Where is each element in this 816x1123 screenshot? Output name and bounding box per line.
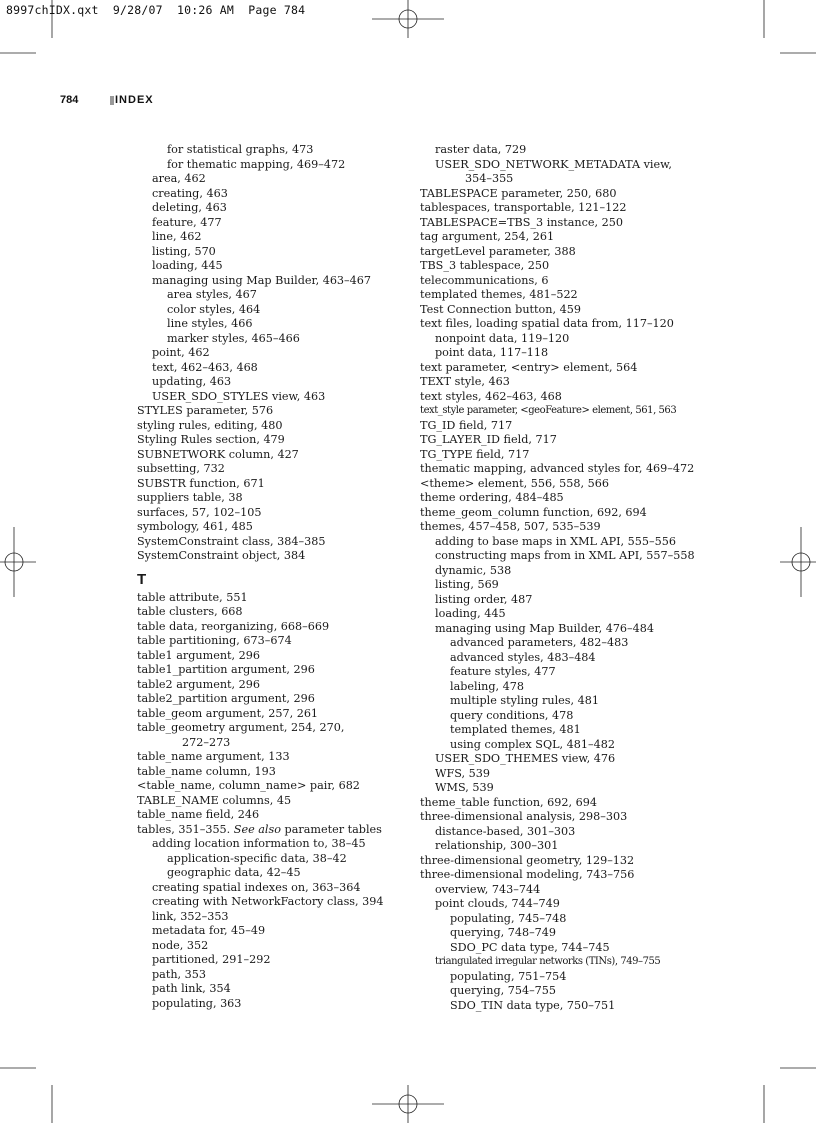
index-entry: using complex SQL, 481–482 [450, 737, 615, 751]
index-entry: subsetting, 732 [137, 462, 225, 475]
index-entry: theme_table function, 692, 694 [420, 795, 597, 809]
index-entry: telecommunications, 6 [420, 273, 549, 287]
index-entry: 354–355 [465, 172, 514, 185]
letter-heading: T [137, 570, 147, 588]
index-entry: point clouds, 744–749 [435, 897, 560, 910]
index-entry: table_name argument, 133 [137, 750, 290, 763]
index-entry: triangulated irregular networks (TINs), 749–755 [435, 956, 661, 967]
printer-slug: 8997chIDX.qxt 9/28/07 10:26 AM Page 784 [6, 3, 306, 17]
index-entry: surfaces, 57, 102–105 [137, 505, 262, 519]
index-entry: theme_geom_column function, 692, 694 [420, 505, 647, 519]
registration-mark-bottom [372, 1085, 444, 1123]
index-entry: styling rules, editing, 480 [137, 418, 283, 432]
index-entry: SDO_TIN data type, 750–751 [450, 998, 616, 1012]
index-entry: symbology, 461, 485 [137, 520, 253, 533]
index-entry: SUBNETWORK column, 427 [137, 447, 299, 461]
index-entry: USER_SDO_STYLES view, 463 [152, 389, 326, 403]
index-entry: area, 462 [152, 172, 206, 185]
index-entry: metadata for, 45–49 [152, 924, 266, 937]
index-entry: link, 352–353 [152, 909, 229, 923]
index-entry: table_geom argument, 257, 261 [137, 706, 319, 720]
index-entry: 272–273 [182, 735, 231, 749]
index-entry: TEXT style, 463 [420, 375, 510, 388]
index-entry: thematic mapping, advanced styles for, 469–472 [420, 462, 695, 475]
index-entry: SUBSTR function, 671 [137, 476, 265, 490]
index-entry: table_name field, 246 [137, 808, 260, 821]
index-entry: line, 462 [152, 230, 202, 243]
index-entry: populating, 751–754 [450, 969, 567, 983]
index-entry: Test Connection button, 459 [420, 302, 581, 316]
index-entry: table1 argument, 296 [137, 648, 260, 662]
index-entry: path, 353 [152, 967, 206, 981]
header-bars-icon [111, 96, 113, 105]
index-entry: TABLESPACE=TBS_3 instance, 250 [420, 215, 623, 229]
index-entry: three-dimensional modeling, 743–756 [420, 868, 635, 881]
index-entry: TABLE_NAME columns, 45 [137, 793, 292, 807]
index-entry: text files, loading spatial data from, 117–120 [420, 317, 674, 330]
index-entry: tables, 351–355. See also parameter tables [137, 822, 382, 836]
index-entry: distance-based, 301–303 [435, 824, 576, 838]
index-entry: point, 462 [152, 346, 210, 359]
index-entry: tag argument, 254, 261 [420, 230, 555, 243]
index-entry: node, 352 [152, 938, 209, 952]
index-entry: point data, 117–118 [435, 346, 549, 359]
index-entry: loading, 445 [152, 259, 223, 272]
index-entry: geographic data, 42–45 [167, 866, 301, 879]
page-number: 784 [60, 94, 79, 106]
index-entry: table attribute, 551 [137, 590, 248, 604]
index-entry: advanced parameters, 482–483 [450, 636, 629, 649]
index-entry: SDO_PC data type, 744–745 [450, 940, 610, 954]
index-entry: STYLES parameter, 576 [137, 404, 274, 417]
index-entry: <table_name, column_name> pair, 682 [137, 779, 360, 792]
index-entry: for thematic mapping, 469–472 [167, 157, 346, 171]
index-entry: creating, 463 [152, 186, 228, 200]
index-entry: creating with NetworkFactory class, 394 [152, 895, 384, 908]
index-entry: theme ordering, 484–485 [420, 491, 564, 504]
registration-mark-top [372, 0, 444, 38]
index-entry: USER_SDO_NETWORK_METADATA view, [435, 157, 672, 171]
index-entry: table data, reorganizing, 668–669 [137, 619, 330, 633]
index-entry: constructing maps from in XML API, 557–558 [435, 549, 695, 562]
index-column-left [137, 143, 382, 1011]
index-entries-t [137, 591, 382, 1012]
index-entry: color styles, 464 [167, 302, 261, 316]
index-entry: Styling Rules section, 479 [137, 433, 285, 446]
index-entry: WFS, 539 [435, 766, 490, 780]
running-header: INDEX [115, 94, 154, 106]
index-entries-t-continued [420, 143, 700, 1013]
index-entry: labeling, 478 [450, 679, 525, 693]
index-entries-s [137, 143, 382, 564]
index-entry: populating, 363 [152, 996, 242, 1010]
index-entry: loading, 445 [435, 607, 506, 620]
index-entry: suppliers table, 38 [137, 491, 243, 504]
index-entry: creating spatial indexes on, 363–364 [152, 880, 361, 894]
index-entry: table partitioning, 673–674 [137, 634, 292, 647]
index-entry: USER_SDO_THEMES view, 476 [435, 752, 616, 765]
index-entry: table_name column, 193 [137, 764, 276, 778]
index-entry: querying, 754–755 [450, 984, 557, 997]
index-entry: dynamic, 538 [435, 563, 512, 577]
index-entry: table_geometry argument, 254, 270, [137, 721, 345, 734]
index-entry: application-specific data, 38–42 [167, 851, 347, 865]
index-entry: overview, 743–744 [435, 882, 541, 896]
index-entry: text styles, 462–463, 468 [420, 389, 562, 403]
index-entry: advanced styles, 483–484 [450, 650, 596, 664]
index-entry: table2 argument, 296 [137, 677, 260, 691]
index-entry: table clusters, 668 [137, 605, 243, 618]
index-entry: for statistical graphs, 473 [167, 143, 314, 156]
index-column-right [420, 143, 700, 1013]
index-entry: WMS, 539 [435, 781, 494, 794]
index-entry: path link, 354 [152, 982, 231, 995]
registration-mark-right [780, 527, 816, 597]
index-entry: adding location information to, 38–45 [152, 837, 366, 850]
index-entry: partitioned, 291–292 [152, 953, 271, 966]
index-entry: TG_LAYER_ID field, 717 [420, 433, 557, 446]
index-entry: three-dimensional analysis, 298–303 [420, 810, 628, 823]
index-entry: text_style parameter, <geoFeature> element, 561, 563 [420, 405, 677, 416]
index-entry: adding to base maps in XML API, 555–556 [435, 534, 676, 548]
index-entry: TBS_3 tablespace, 250 [420, 259, 550, 272]
index-entry: table1_partition argument, 296 [137, 663, 315, 676]
index-entry: feature, 477 [152, 215, 222, 229]
index-entry: area styles, 467 [167, 288, 257, 301]
index-entry: listing order, 487 [435, 592, 533, 606]
index-entry: nonpoint data, 119–120 [435, 331, 570, 345]
index-entry: templated themes, 481 [450, 723, 581, 736]
index-entry: themes, 457–458, 507, 535–539 [420, 520, 601, 533]
index-entry: targetLevel parameter, 388 [420, 244, 576, 258]
index-entry: raster data, 729 [435, 143, 527, 156]
index-entry: feature styles, 477 [450, 665, 556, 678]
registration-mark-left [0, 527, 36, 597]
index-entry: populating, 745–748 [450, 911, 567, 925]
index-entry: deleting, 463 [152, 201, 227, 214]
index-entry: line styles, 466 [167, 317, 253, 330]
index-entry: <theme> element, 556, 558, 566 [420, 476, 610, 490]
index-entry: text parameter, <entry> element, 564 [420, 360, 638, 374]
index-entry: managing using Map Builder, 463–467 [152, 273, 372, 287]
index-entry: SystemConstraint object, 384 [137, 549, 306, 562]
index-entry: marker styles, 465–466 [167, 331, 300, 345]
index-entry: SystemConstraint class, 384–385 [137, 534, 326, 548]
index-entry: table2_partition argument, 296 [137, 692, 315, 705]
index-entry: relationship, 300–301 [435, 839, 559, 852]
index-entry: text, 462–463, 468 [152, 360, 258, 374]
index-entry: tablespaces, transportable, 121–122 [420, 201, 627, 214]
index-entry: TABLESPACE parameter, 250, 680 [420, 186, 617, 200]
index-entry: querying, 748–749 [450, 926, 557, 939]
index-entry: TG_TYPE field, 717 [420, 447, 530, 461]
index-entry: updating, 463 [152, 375, 232, 388]
index-entry: listing, 570 [152, 244, 216, 258]
index-entry: multiple styling rules, 481 [450, 694, 599, 707]
index-entry: templated themes, 481–522 [420, 288, 578, 301]
index-entry: three-dimensional geometry, 129–132 [420, 853, 635, 867]
index-entry: query conditions, 478 [450, 708, 574, 722]
index-entry: listing, 569 [435, 578, 499, 591]
index-entry: TG_ID field, 717 [420, 418, 513, 432]
index-entry: managing using Map Builder, 476–484 [435, 621, 655, 635]
